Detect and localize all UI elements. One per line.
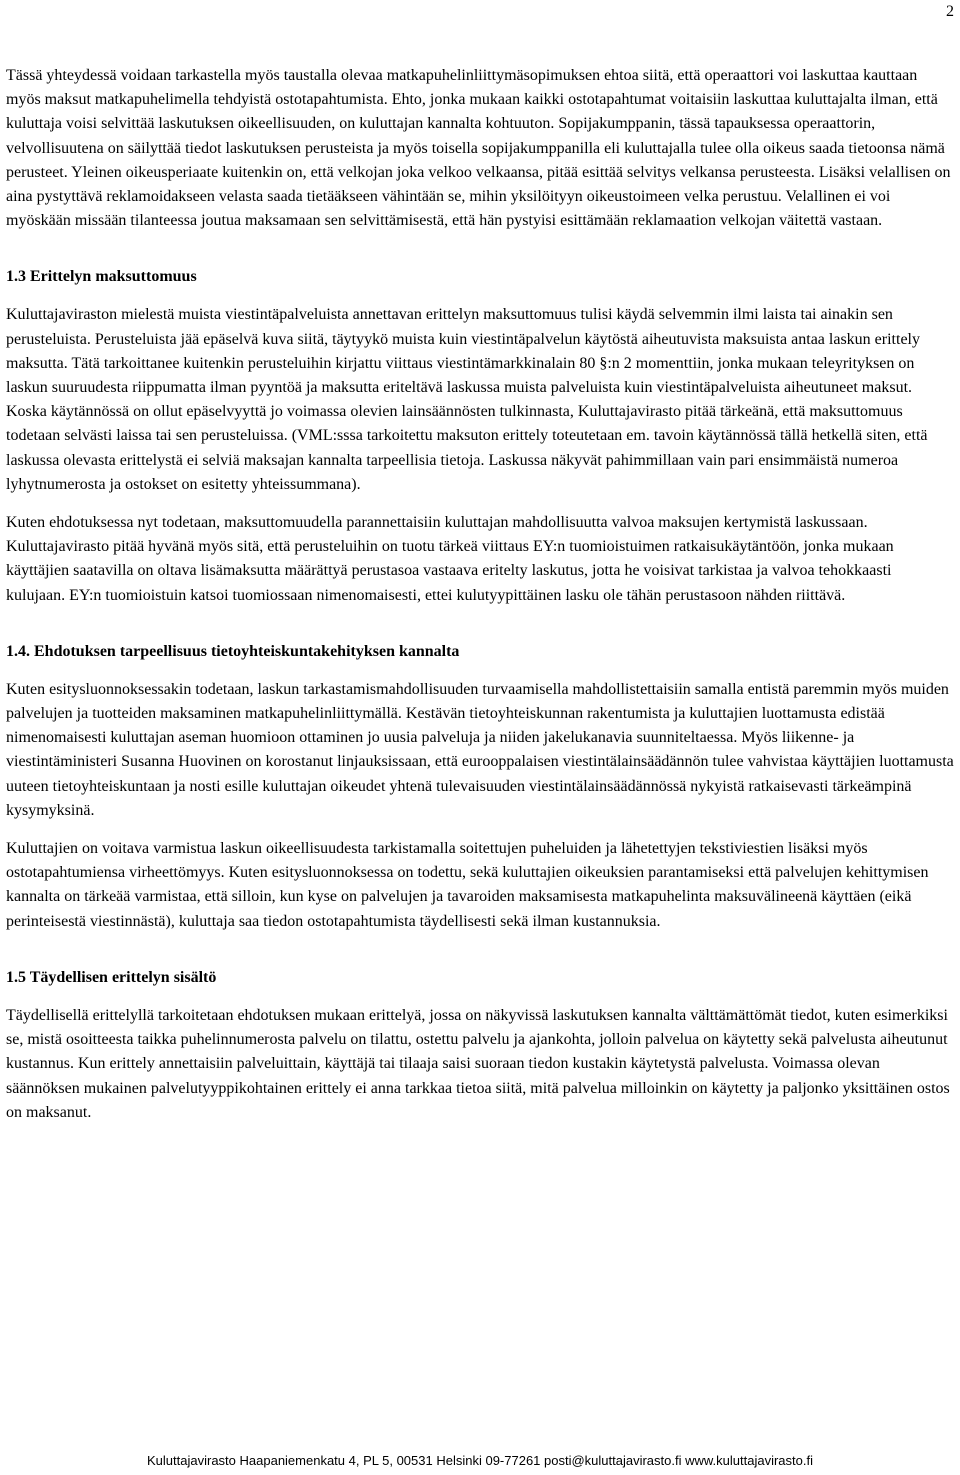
document-body: [6, 64, 954, 1125]
page-footer: Kuluttajavirasto Haapaniemenkatu 4, PL 5, 00531 Helsinki 09-77261 posti@kuluttajavirasto.fi www.kuluttajavirasto.fi: [147, 1453, 813, 1468]
section-heading-1-3: 1.3 Erittelyn maksuttomuus: [6, 268, 197, 286]
section-heading-1-4: 1.4. Ehdotuksen tarpeellisuus tietoyhteiskuntakehityksen kannalta: [6, 642, 460, 660]
section-1-4-paragraph-1: Kuten esitysluonnoksessakin todetaan, laskun tarkastamismahdollisuuden turvaamisella mahdollistettaisiin samalla entistä paremmin myös muiden palvelujen ja tuotteiden maksaminen matkapuhelinliittymällä. Kestävän tietoyhteiskunnan rakentumista ja kuluttajien luottamusta edistää nimenomaisesti kuluttajan aseman huomioon ottaminen jo uusia palveluja ja niiden jakelukanavia suunniteltaessa. Myös liikenne- ja viestintäministeri Susanna Huovinen on korostanut linjauksissaan, että eurooppalaisen viestintälainsäädännön tulee vahvistaa käyttäjien luottamusta uuteen tietoyhteiskuntaan ja nosti esille kuluttajan oikeudet yhtenä tulevaisuuden viestintälainsäädännössä nykyistä ratkaisevasti tärkeämpinä kysymyksinä.: [6, 680, 954, 819]
section-1-5-paragraph-1: Täydellisellä erittelyllä tarkoitetaan ehdotuksen mukaan erittelyä, jossa on näkyvissä laskutuksen kannalta välttämättömät tiedot, kuten esimerkiksi se, mistä osoitteesta taikka puhelinnumerosta palvelu on tilattu, ostettu palvelu ja ajankohta, jolloin palvelua on käytetty sekä palvelusta aiheutunut kustannus. Kun erittely annettaisiin palveluittain, käyttäjä tai tilaaja saisi suoraan tiedon kustakin käytetystä palvelusta. Voimassa olevan säännöksen mukainen palvelutyyppikohtainen erittely ei anna tarkkaa tietoa siitä, mitä palvelua milloinkin on käytetty ja paljonko yksittäinen ostos on maksanut.: [6, 1006, 950, 1121]
page-number: 2: [946, 3, 954, 20]
section-1-3-paragraph-2: Kuten ehdotuksessa nyt todetaan, maksuttomuudella parannettaisiin kuluttajan mahdollisuutta valvoa maksujen kertymistä laskussaan. Kuluttajavirasto pitää hyvänä myös sitä, että perusteluihin on tuotu tärkeä viittaus EY:n tuomioistuimen ratkaisukäytäntöön, jonka mukaan käyttäjien saatavilla on oltava lisämaksutta määrättyä perustasoa vastaava eritelty laskutus, jotta he voisivat tarkistaa ja valvoa tehokkaasti kulujaan. EY:n tuomioistuin katsoi tuomiossaan nimenomaisesti, ettei kulutyypittäinen lasku ole tähän perustasoon nähden riittävä.: [6, 514, 894, 604]
section-1-3-paragraph-1: Kuluttajaviraston mielestä muista viestintäpalveluista annettavan erittelyn maksuttomuus tulisi käydä selvemmin ilmi laista tai ainakin sen perusteluista. Perusteluista jää epäselvä kuva siitä, täytyykö muista kuin viestintäpalvelun käytöstä aiheutuvista maksuista antaa laskun erittely maksutta. Tätä tarkoittanee kuitenkin perusteluihin kirjattu viittaus viestintämarkkinalain 80 §:n 2 momenttiin, jonka mukaan teleyrityksen on laskun suuruudesta riippumatta ilman pyyntöä ja maksutta eriteltävä laskussa muista palveluista kuin viestintäpalveluista aiheutuneet maksut. Koska käytännössä on ollut epäselvyyttä jo voimassa olevien lainsäännösten tulkinnasta, Kuluttajavirasto pitää tärkeänä, että maksuttomuus todetaan selvästi laissa tai sen perusteluissa. (VML:sssa tarkoitettu maksuton erittely toteutetaan em. tavoin käytännössä tällä hetkellä siten, että laskussa olevasta erittelystä ei selviä maksajan kannalta tarpeellisia tietoja. Laskussa näkyvät pahimmillaan vain pari ensimmäistä numeroa lyhytnumerosta ja ostokset on esitetty yhteissummana).: [6, 306, 928, 493]
section-1-4-paragraph-2: Kuluttajien on voitava varmistua laskun oikeellisuudesta tarkistamalla soitettujen puheluiden ja lähetettyjen tekstiviestien lisäksi myös ostotapahtumiensa virheettömyys. Kuten esitysluonnoksessa on todettu, sekä kuluttajien oikeuksien parantamiseksi että palvelujen kehittymisen kannalta on tärkeää varmistaa, että silloin, kun kyse on palvelujen ja tavaroiden maksamisesta matkapuhelinta maksuvälineenä käyttäen (eikä perinteisestä viestinnästä), kuluttaja saa tiedon ostotapahtumista täydellisesti sekä ilman kustannuksia.: [6, 840, 929, 930]
intro-paragraph: Tässä yhteydessä voidaan tarkastella myös taustalla olevaa matkapuhelinliittymäsopimuksen ehtoa siitä, että operaattori voi laskuttaa kauttaan myös maksut matkapuhelimella tehdyistä ostotapahtumista. Ehto, jonka mukaan kaikki ostotapahtumat voitaisiin laskuttaa kuluttajalta ilman, että kuluttaja voisi selvittää laskutuksen oikeellisuuden, on kuluttajan kannalta kohtuuton. Sopijakumppanin, tässä tapauksessa operaattorin, velvollisuutena on säilyttää tiedot laskutuksen perusteista ja myös toisella sopijakumppanilla eli kuluttajalla tulee olla oikeus saada tietoonsa nämä perusteet. Yleinen oikeusperiaate kuitenkin on, että velkojan joka velkoo velkaansa, pitää esittää selvitys velkansa perusteesta. Lisäksi velallisen on aina pystyttävä reklamoidakseen velasta saada tietääkseen vähintään se, mihin yksilöityyn oikeustoimeen velka perustuu. Velallinen ei voi myöskään missään tilanteessa joutua maksamaan sen selvittämisestä, että hän pystyisi esittämään reklamaation velkojan väitettä vastaan.: [6, 67, 951, 230]
section-heading-1-5: 1.5 Täydellisen erittelyn sisältö: [6, 968, 217, 986]
